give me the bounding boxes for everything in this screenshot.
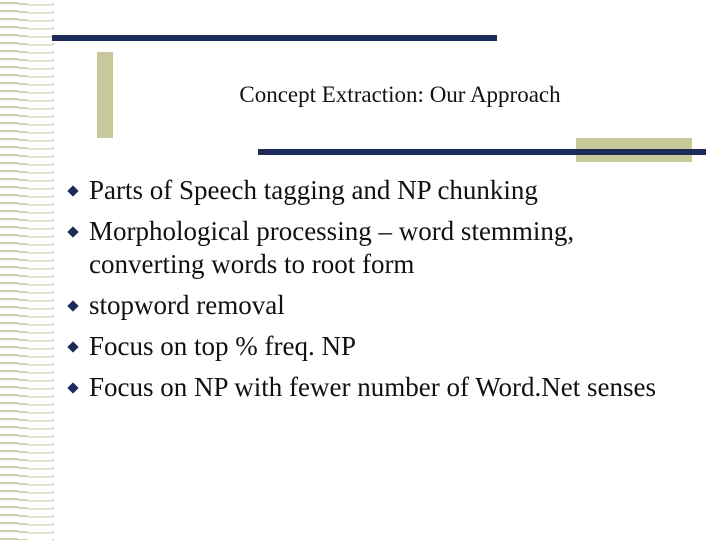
top-olive-block bbox=[97, 52, 113, 138]
diamond-bullet-icon bbox=[67, 341, 78, 352]
bullet-text: Focus on top % freq. NP bbox=[89, 331, 356, 361]
bullet-text: stopword removal bbox=[89, 290, 285, 320]
bullet-text: Parts of Speech tagging and NP chunking bbox=[89, 175, 538, 205]
bullet-item bbox=[66, 330, 696, 363]
bullet-list bbox=[66, 174, 696, 412]
bullet-item bbox=[66, 289, 696, 322]
bullet-text: Morphological processing – word stemming, converting words to root form bbox=[89, 216, 575, 279]
left-striped-border bbox=[0, 0, 54, 540]
top-navy-rule bbox=[52, 35, 497, 41]
diamond-bullet-icon bbox=[67, 300, 78, 311]
bullet-text: Focus on NP with fewer number of Word.Net senses bbox=[89, 372, 656, 402]
bottom-navy-rule bbox=[258, 149, 706, 155]
bullet-item bbox=[66, 215, 696, 281]
diamond-bullet-icon bbox=[67, 226, 78, 237]
bullet-item bbox=[66, 174, 696, 207]
diamond-bullet-icon bbox=[67, 185, 78, 196]
diamond-bullet-icon bbox=[67, 382, 78, 393]
slide-title: Concept Extraction: Our Approach bbox=[239, 82, 561, 107]
bullet-item bbox=[66, 371, 696, 404]
